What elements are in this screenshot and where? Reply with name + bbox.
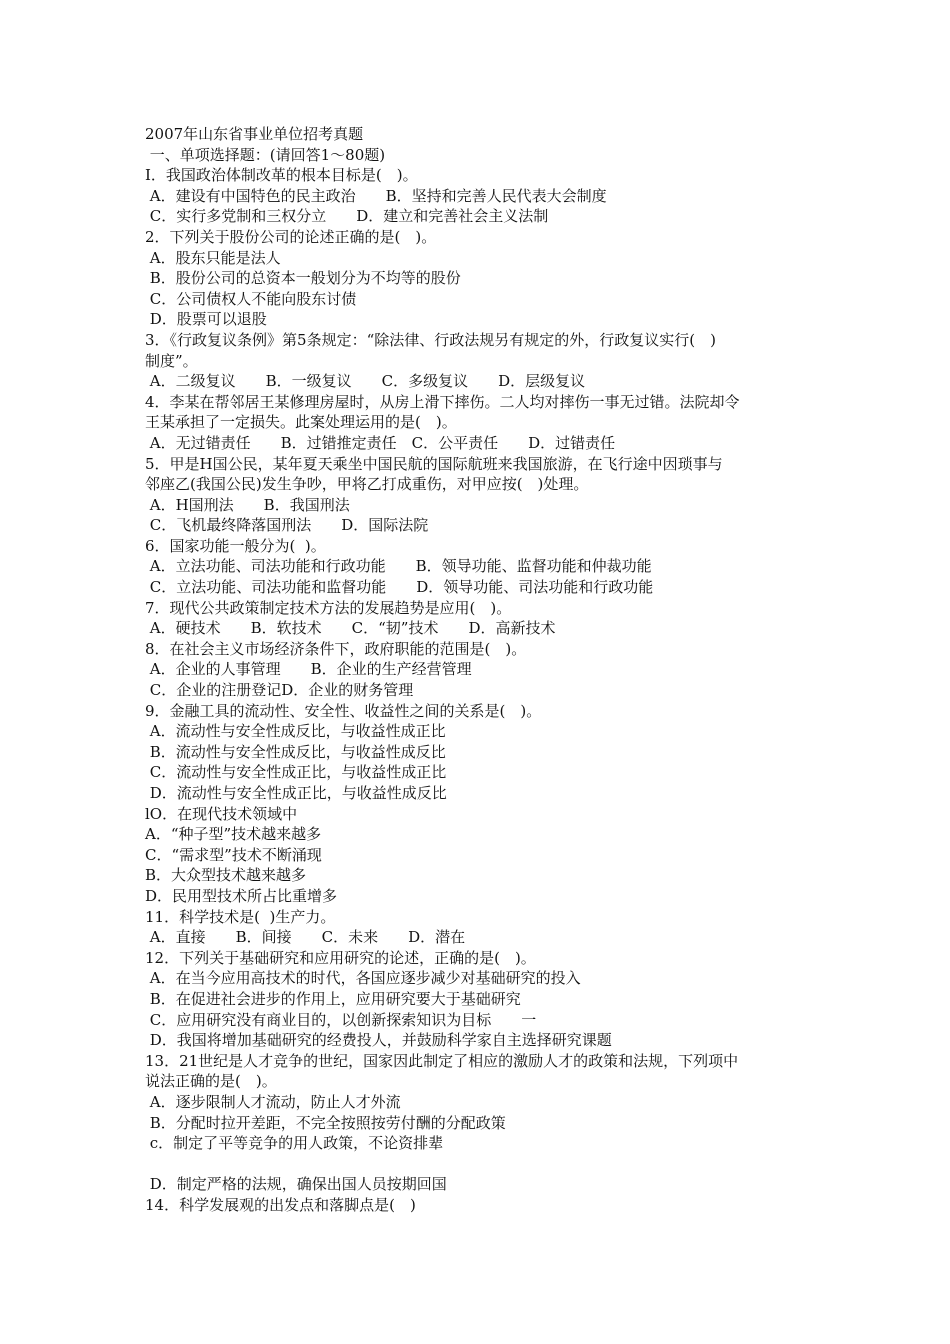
question-5-cont: 邻座乙(我国公民)发生争吵，甲将乙打成重伤，对甲应按( )处理。 <box>145 475 589 494</box>
option-line: D．制定严格的法规，确保出国人员按期回国 <box>145 1175 447 1194</box>
question-14: 14．科学发展观的出发点和落脚点是( ) <box>145 1195 416 1214</box>
question-7: 7．现代公共政策制定技术方法的发展趋势是应用( )。 <box>145 598 512 617</box>
question-6: 6．国家功能一般分为( )。 <box>145 536 326 555</box>
option-line: C．“需求型”技术不断涌现 <box>145 845 322 864</box>
option-line: B．流动性与安全性成反比，与收益性成反比 <box>145 742 446 761</box>
question-9: 9．金融工具的流动性、安全性、收益性之间的关系是( )。 <box>145 701 542 720</box>
option-line: A．H国刑法 B．我国刑法 <box>145 495 350 514</box>
option-line: c．制定了平等竞争的用人政策，不论资排辈 <box>145 1134 444 1153</box>
option-line: A．企业的人事管理 B．企业的生产经营管理 <box>145 660 472 679</box>
question-10: lO．在现代技术领域中 <box>145 804 298 823</box>
option-line: A．立法功能、司法功能和行政功能 B．领导功能、监督功能和仲裁功能 <box>145 557 652 576</box>
question-11: 11．科学技术是( )生产力。 <box>145 907 336 926</box>
option-line: A．硬技术 B．软技术 C．“韧”技术 D．高新技术 <box>145 619 556 638</box>
option-line: A．流动性与安全性成反比，与收益性成正比 <box>145 722 446 741</box>
option-line: A．无过错责任 B．过错推定责任 C．公平责任 D．过错责任 <box>145 433 616 452</box>
section-heading: 一、单项选择题：(请回答1～80题) <box>145 145 386 164</box>
question-3-cont: 制度”。 <box>145 351 198 370</box>
option-line: D．民用型技术所占比重增多 <box>145 886 338 905</box>
doc-title: 2007年山东省事业单位招考真题 <box>145 125 364 143</box>
option-line: A．建设有中国特色的民主政治 B．坚持和完善人民代表大会制度 <box>145 186 607 205</box>
option-line: A．二级复议 B．一级复议 C．多级复议 D．层级复议 <box>145 372 586 391</box>
question-12: 12．下列关于基础研究和应用研究的论述，正确的是( )。 <box>145 948 536 967</box>
question-13: 13．21世纪是人才竞争的世纪，国家因此制定了相应的激励人才的政策和法规，下列项中 <box>145 1051 739 1070</box>
option-line: B．在促进社会进步的作用上，应用研究要大于基础研究 <box>145 989 521 1008</box>
question-4-cont: 王某承担了一定损失。此案处理运用的是( )。 <box>145 413 457 432</box>
option-line: C．公司债权人不能向股东讨债 <box>145 289 357 308</box>
option-line: C．企业的注册登记D．企业的财务管理 <box>145 681 414 700</box>
option-line: A．股东只能是法人 <box>145 248 281 267</box>
question-2: 2．下列关于股份公司的论述正确的是( )。 <box>145 227 437 246</box>
option-line: C．立法功能、司法功能和监督功能 D．领导功能、司法功能和行政功能 <box>145 578 654 597</box>
option-line: B．股份公司的总资本一般划分为不均等的股份 <box>145 269 461 288</box>
question-3: 3．《行政复议条例》第5条规定：“除法律、行政法规另有规定的外，行政复议实行( ) <box>145 330 716 349</box>
option-line: C．流动性与安全性成正比，与收益性成正比 <box>145 763 447 782</box>
option-line: B．大众型技术越来越多 <box>145 866 307 885</box>
blank-line <box>145 1154 815 1175</box>
option-line: A．直接 B．间接 C．未来 D．潜在 <box>145 928 466 947</box>
option-line: D．股票可以退股 <box>145 310 267 329</box>
option-line: C．飞机最终降落国刑法 D．国际法院 <box>145 516 429 535</box>
question-1: I．我国政治体制改革的根本目标是( )。 <box>145 166 418 185</box>
question-13-cont: 说法正确的是( )。 <box>145 1072 277 1091</box>
question-4: 4．李某在帮邻居王某修理房屋时，从房上滑下摔伤。二人均对摔伤一事无过错。法院却令 <box>145 392 740 411</box>
option-line: A．逐步限制人才流动，防止人才外流 <box>145 1092 401 1111</box>
option-line: A．在当今应用高技术的时代，各国应逐步减少对基础研究的投入 <box>145 969 581 988</box>
option-line: C．应用研究没有商业目的，以创新探索知识为目标 一 <box>145 1010 537 1029</box>
document-page <box>145 124 815 1215</box>
option-line: A．“种子型”技术越来越多 <box>145 825 322 844</box>
option-line: D．我国将增加基础研究的经费投人，并鼓励科学家自主选择研究课题 <box>145 1031 612 1050</box>
option-line: D．流动性与安全性成正比，与收益性成反比 <box>145 784 447 802</box>
question-5: 5．甲是H国公民，某年夏天乘坐中国民航的国际航班来我国旅游，在飞行途中因琐事与 <box>145 454 723 473</box>
question-8: 8．在社会主义市场经济条件下，政府职能的范围是( )。 <box>145 639 527 658</box>
option-line: C．实行多党制和三权分立 D．建立和完善社会主义法制 <box>145 207 549 226</box>
option-line: B．分配时拉开差距，不完全按照按劳付酬的分配政策 <box>145 1113 506 1132</box>
